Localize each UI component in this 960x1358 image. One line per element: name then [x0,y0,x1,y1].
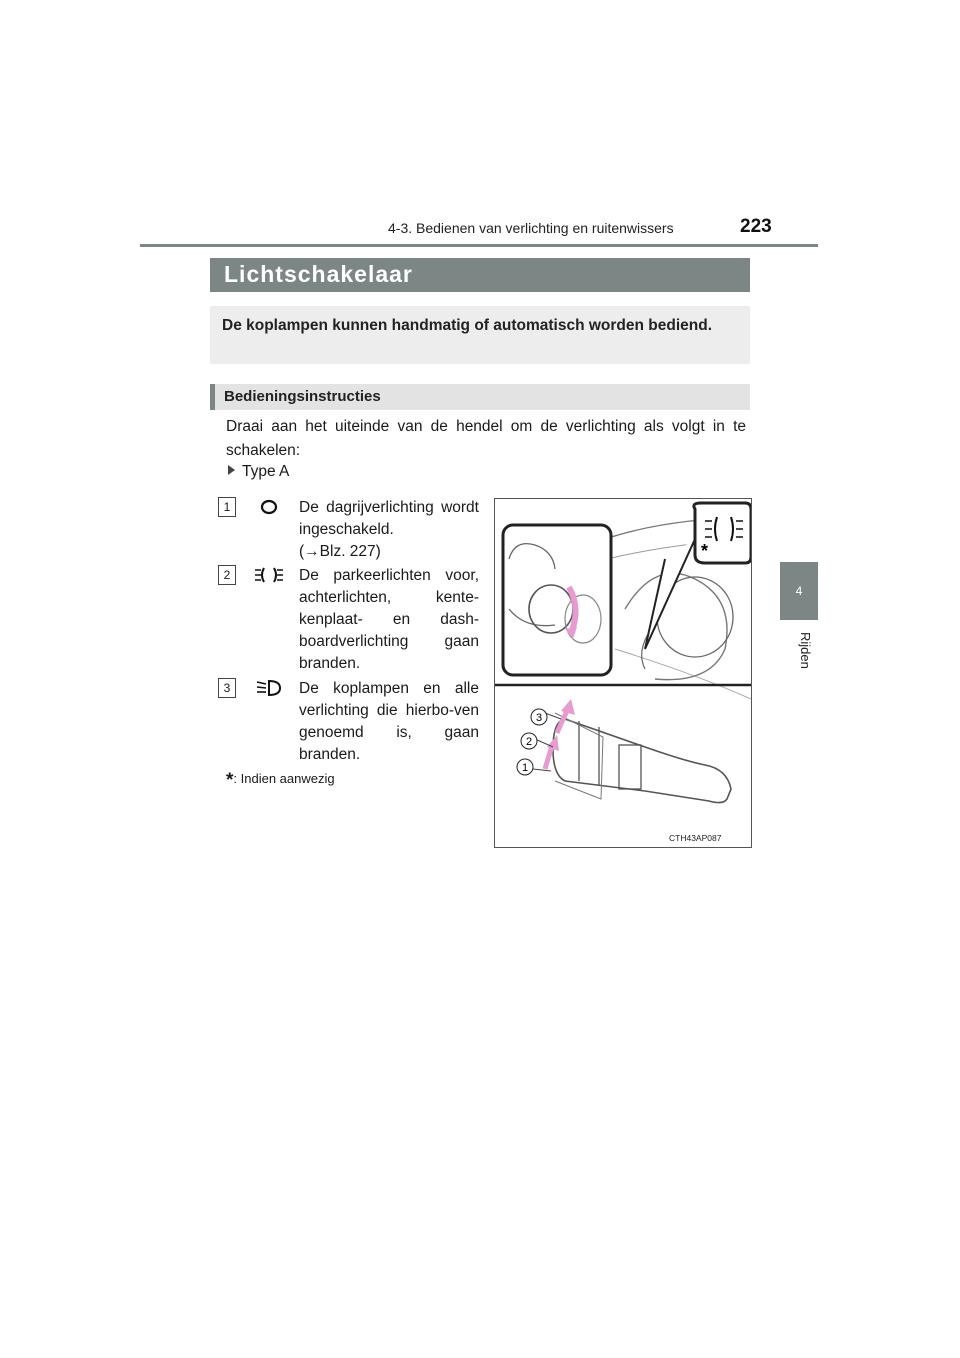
callout-asterisk: * [701,541,709,561]
footnote [226,770,335,792]
figure-code: CTH43AP087 [669,833,722,843]
item-text [299,497,479,563]
figure-callout-3: 3 [535,712,543,724]
title-bar [210,258,750,292]
item-number: 1 [218,497,236,517]
item-number: 2 [218,565,236,585]
headlight-icon [254,678,284,698]
chapter-label: Rijden [798,632,813,669]
drl-icon [254,497,284,517]
chapter-tab: 4 [780,562,818,620]
section-title: 4-3. Bedienen van verlichting en ruitenwissers [388,220,674,236]
triangle-bullet-icon [228,465,235,475]
intro-box [210,306,750,364]
figure-callout-2: 2 [525,736,533,748]
body-text: Draai aan het uiteinde van de hendel om de verlichting als volgt in te schakelen: [226,418,746,459]
item-page-ref: (→Blz. 227) [299,543,381,560]
parking-lights-icon [254,565,284,585]
type-label: Type A [242,463,290,480]
item-text: De parkeerlichten voor, achterlichten, kente-kenplaat- en dash-boardverlichting gaan branden. [299,567,479,672]
type-line [228,463,289,481]
lever-illustration [495,499,751,847]
item-text: De koplampen en alle verlichting die hierbo-ven genoemd is, gaan branden. [299,680,479,763]
subheading-bar [210,384,750,410]
subheading-accent [210,384,215,410]
item-number: 3 [218,678,236,698]
subheading: Bedieningsinstructies [224,388,381,405]
header-rule [140,244,818,247]
page-number: 223 [740,216,772,237]
footnote-star: * [226,770,234,791]
item-text-line: De dagrijverlichting wordt ingeschakeld. [299,499,479,538]
intro-text: De koplampen kunnen handmatig of automatisch worden bediend. [222,317,713,334]
page-title: Lichtschakelaar [224,261,413,287]
footnote-text: : Indien aanwezig [233,771,335,786]
illustration [494,498,752,848]
figure-callout-1: 1 [521,762,529,774]
